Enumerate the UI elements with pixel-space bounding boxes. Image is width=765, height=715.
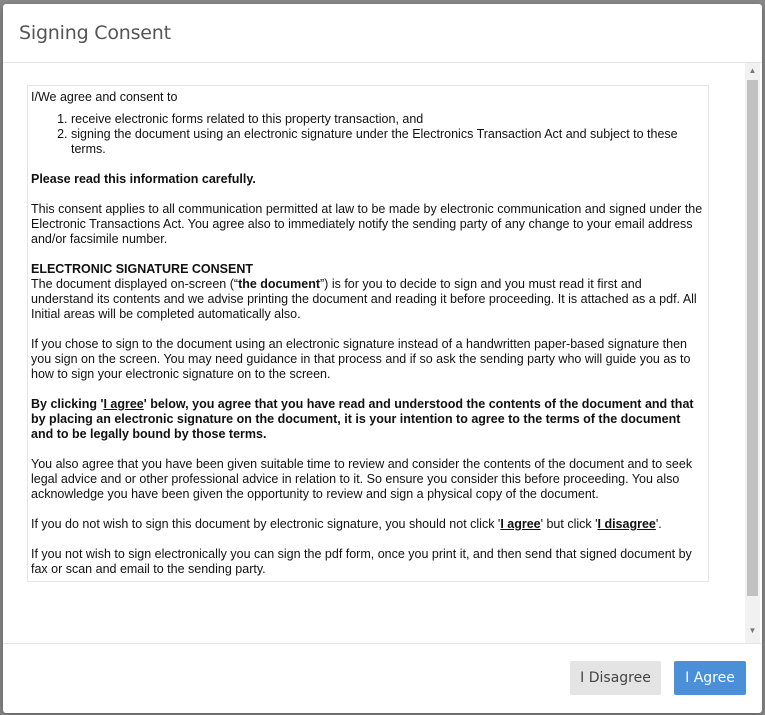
doc-text-bold: the document [238,277,321,291]
nowish-agree-term: I agree [500,517,541,531]
list-item: 1. receive electronic forms related to this property transaction, and [71,112,705,127]
scroll-up-arrow-icon[interactable]: ▲ [748,66,757,75]
dialog-title: Signing Consent [19,22,171,44]
signature-consent-heading: ELECTRONIC SIGNATURE CONSENT [31,262,253,276]
consent-intro: I/We agree and consent to [31,90,178,104]
read-carefully-heading: Please read this information carefully. [31,172,256,186]
paragraph-time: You also agree that you have been given suitable time to review and consider the contents of the document and to seek legal advice and or other professional advice in relation to it. So ensure you consider this before proceeding. You also acknowledge you have been given the opportunity to review and sign a physical copy of the document. [31,457,693,501]
list-item: 2. signing the document using an electronic signature under the Electronics Transaction Act and subject to these terms. [71,127,705,157]
vertical-scrollbar[interactable] [745,63,760,643]
nowish-text-end: '. [655,517,662,531]
click-text-b: ' below, you agree that you have read and understood the contents of the document and that by placing an electronic signature on the document, it is your intention to agree to the terms of the document and to be legally bound by those terms. [31,397,694,441]
doc-text-a: The document displayed on-screen (“ [31,277,239,291]
dialog-body [3,63,762,643]
disagree-button[interactable]: I Disagree [570,661,661,695]
dialog-header [3,4,762,63]
nowish-text-a: If you do not wish to sign this document by electronic signature, you should not click ' [31,517,501,531]
paragraph-pdf: If you not wish to sign electronically you can sign the pdf form, once you print it, and then send that signed document by fax or scan and email to the sending party. [31,547,692,576]
paragraph-document [31,262,705,322]
doc-text-b: ”) is for you to decide to sign and you must read it first and understand its contents and we advise printing the document and reading it before proceeding. It is attached as a pdf. All Initial areas will be completed automatically also. [31,277,697,321]
nowish-disagree-term: I disagree [597,517,656,531]
paragraph-chose: If you chose to sign to the document using an electronic signature instead of a handwritten paper-based signature then you sign on the screen. You may need guidance in that process and if so ask the sending party who will guide you as to how to sign your electronic signature on to the screen. [31,337,691,381]
paragraph-no-wish [31,517,705,532]
paragraph-applies: This consent applies to all communication permitted at law to be made by electronic communication and signed under the Electronic Transactions Act. You agree also to immediately notify the sending party of any change to your email address and/or facsimile number. [31,202,703,246]
consent-text-frame [27,85,709,582]
signing-consent-dialog [3,4,762,713]
nowish-text-mid: ' but click ' [540,517,598,531]
agree-button[interactable]: I Agree [674,661,746,695]
click-text-a: By clicking ' [31,397,104,411]
consent-list [31,112,705,157]
paragraph-by-clicking [31,397,705,442]
scroll-down-arrow-icon[interactable]: ▼ [748,626,757,635]
dialog-footer [3,643,762,713]
click-agree-term: I agree [103,397,144,411]
scroll-thumb[interactable] [747,80,758,596]
